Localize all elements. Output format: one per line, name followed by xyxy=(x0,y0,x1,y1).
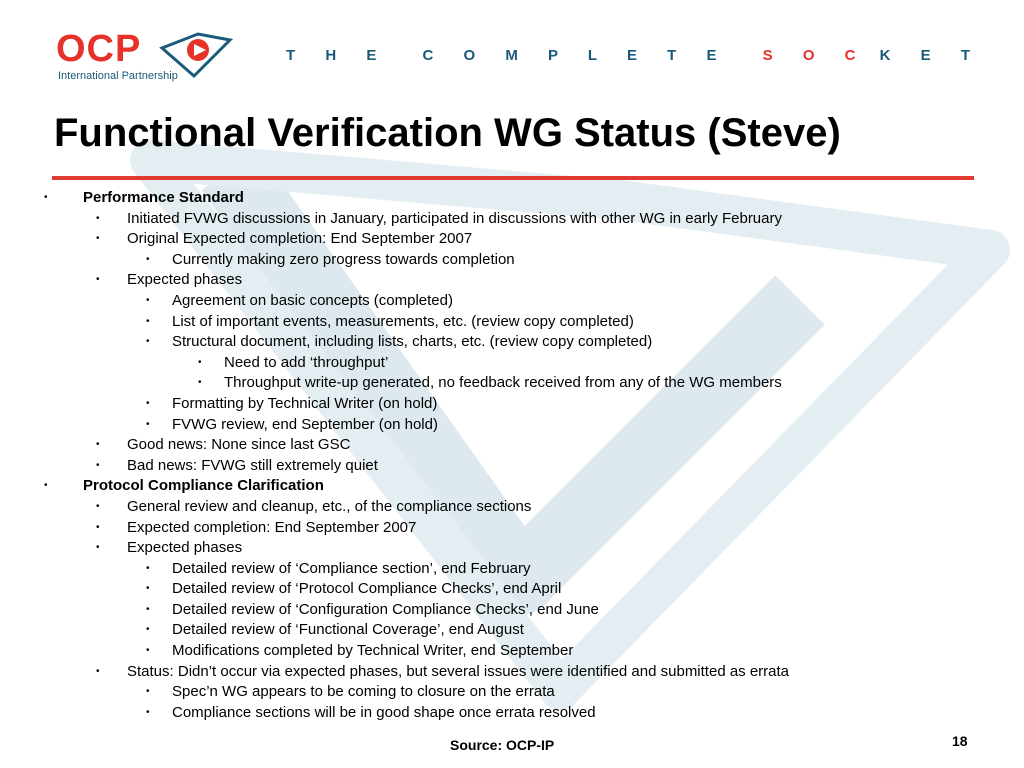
bullet-marker: • xyxy=(96,459,100,471)
bullet-item-level-4 xyxy=(0,373,1024,394)
bullet-text: Detailed review of ‘Protocol Compliance Checks’, end April xyxy=(172,580,562,598)
bullet-item-level-3 xyxy=(0,620,1024,641)
bullet-item-level-3 xyxy=(0,415,1024,436)
bullet-item-level-3 xyxy=(0,332,1024,353)
bullet-marker: • xyxy=(146,418,150,430)
bullet-text: Detailed review of ‘Functional Coverage’, end August xyxy=(172,621,524,639)
bullet-marker: • xyxy=(96,233,100,245)
bullet-text: Compliance sections will be in good shape once errata resolved xyxy=(172,703,596,721)
bullet-text: Detailed review of ‘Configuration Compliance Checks’, end June xyxy=(172,600,599,618)
bullet-item-level-1 xyxy=(0,476,1024,497)
bullet-text: List of important events, measurements, etc. (review copy completed) xyxy=(172,312,634,330)
bullet-marker: • xyxy=(44,480,48,492)
bullet-text: Modifications completed by Technical Writer, end September xyxy=(172,642,574,660)
bullet-text: FVWG review, end September (on hold) xyxy=(172,415,438,433)
bullet-item-level-3 xyxy=(0,579,1024,600)
bullet-item-level-3 xyxy=(0,394,1024,415)
bullet-list xyxy=(0,188,1024,723)
bullet-marker: • xyxy=(96,212,100,224)
tagline-word: C O M P L E T E xyxy=(422,47,723,64)
bullet-marker: • xyxy=(96,274,100,286)
tagline-word: K E T xyxy=(879,47,977,64)
bullet-text: Original Expected completion: End September 2007 xyxy=(127,230,473,248)
bullet-text: Structural document, including lists, charts, etc. (review copy completed) xyxy=(172,333,653,351)
tagline-word: S O C xyxy=(762,47,862,64)
slide-title: Functional Verification WG Status (Steve) xyxy=(54,111,841,155)
bullet-item-level-2 xyxy=(0,270,1024,291)
bullet-item-level-2 xyxy=(0,435,1024,456)
bullet-marker: • xyxy=(146,336,150,348)
bullet-text: Good news: None since last GSC xyxy=(127,436,351,454)
bullet-marker: • xyxy=(96,521,100,533)
bullet-marker: • xyxy=(146,294,150,306)
source-note: Source: OCP-IP xyxy=(450,737,555,753)
bullet-text: Throughput write-up generated, no feedback received from any of the WG members xyxy=(224,374,782,392)
tagline xyxy=(286,46,976,66)
bullet-item-level-3 xyxy=(0,291,1024,312)
bullet-text: Expected phases xyxy=(127,539,243,557)
bullet-marker: • xyxy=(96,542,100,554)
bullet-text: General review and cleanup, etc., of the compliance sections xyxy=(127,497,532,515)
bullet-marker: • xyxy=(146,603,150,615)
bullet-marker: • xyxy=(146,397,150,409)
bullet-text: Need to add ‘throughput’ xyxy=(224,353,389,371)
bullet-item-level-2 xyxy=(0,456,1024,477)
bullet-item-level-2 xyxy=(0,662,1024,683)
bullet-text: Bad news: FVWG still extremely quiet xyxy=(127,456,378,474)
bullet-marker: • xyxy=(44,192,48,203)
bullet-marker: • xyxy=(146,624,150,636)
bullet-text: Spec’n WG appears to be coming to closure on the errata xyxy=(172,683,555,701)
bullet-marker: • xyxy=(146,706,150,718)
tagline-word: T H E xyxy=(286,47,383,64)
bullet-text: Currently making zero progress towards completion xyxy=(172,250,515,268)
bullet-item-level-3 xyxy=(0,600,1024,621)
bullet-item-level-4 xyxy=(0,353,1024,374)
ocp-logo xyxy=(56,28,236,88)
bullet-item-level-3 xyxy=(0,559,1024,580)
bullet-marker: • xyxy=(146,562,150,574)
bullet-item-level-2 xyxy=(0,209,1024,230)
bullet-item-level-3 xyxy=(0,312,1024,333)
bullet-marker: • xyxy=(146,315,150,327)
bullet-item-level-3 xyxy=(0,250,1024,271)
bullet-item-level-1 xyxy=(0,188,1024,209)
bullet-item-level-2 xyxy=(0,229,1024,250)
bullet-text: Detailed review of ‘Compliance section’, end February xyxy=(172,559,531,577)
bullet-text: Expected phases xyxy=(127,271,243,289)
bullet-marker: • xyxy=(146,686,150,698)
bullet-item-level-2 xyxy=(0,538,1024,559)
bullet-text: Protocol Compliance Clarification xyxy=(83,477,324,495)
bullet-marker: • xyxy=(96,665,100,677)
bullet-marker: • xyxy=(198,377,202,389)
bullet-marker: • xyxy=(96,439,100,451)
bullet-marker: • xyxy=(198,356,202,368)
bullet-item-level-2 xyxy=(0,518,1024,539)
bullet-marker: • xyxy=(146,645,150,657)
bullet-marker: • xyxy=(146,253,150,265)
bullet-item-level-2 xyxy=(0,497,1024,518)
bullet-item-level-3 xyxy=(0,703,1024,724)
bullet-text: Expected completion: End September 2007 xyxy=(127,518,417,536)
bullet-text: Performance Standard xyxy=(83,189,244,206)
logo-subtitle: International Partnership xyxy=(58,70,178,82)
title-divider xyxy=(52,176,974,180)
bullet-text: Status: Didn’t occur via expected phases, but several issues were identified and submitted as errata xyxy=(127,662,790,680)
bullet-item-level-3 xyxy=(0,682,1024,703)
bullet-text: Formatting by Technical Writer (on hold) xyxy=(172,394,438,412)
bullet-text: Initiated FVWG discussions in January, participated in discussions with other WG in early February xyxy=(127,209,782,227)
logo-text: OCP xyxy=(56,28,142,70)
bullet-item-level-3 xyxy=(0,641,1024,662)
bullet-text: Agreement on basic concepts (completed) xyxy=(172,291,453,309)
page-number: 18 xyxy=(952,733,968,749)
bullet-marker: • xyxy=(96,500,100,512)
bullet-marker: • xyxy=(146,583,150,595)
